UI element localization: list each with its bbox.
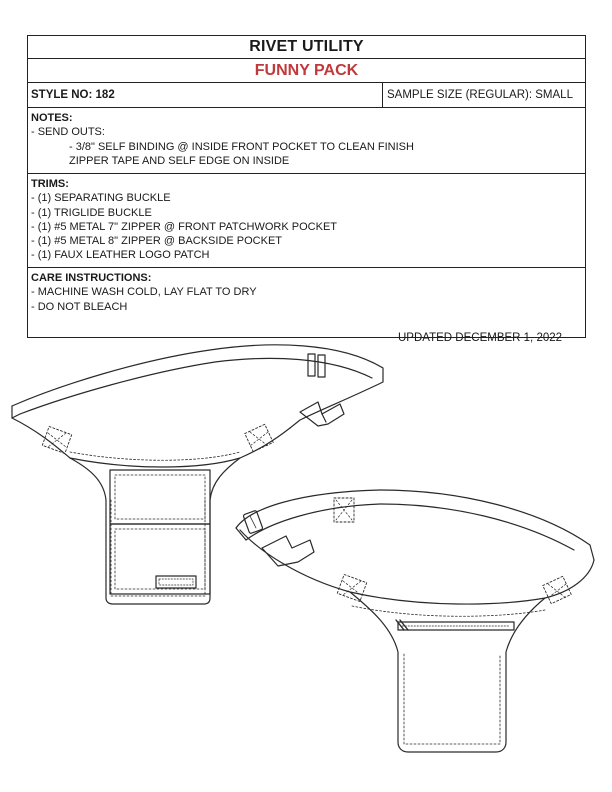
trim-item: - (1) SEPARATING BUCKLE xyxy=(31,192,171,205)
front-corner-patch-right xyxy=(245,424,273,451)
care-item: - MACHINE WASH COLD, LAY FLAT TO DRY xyxy=(31,286,257,299)
spec-sheet xyxy=(27,35,586,338)
notes-line: - 3/8" SELF BINDING @ INSIDE FRONT POCKET TO CLEAN FINISH xyxy=(69,140,414,153)
front-corner-x-right xyxy=(250,432,268,446)
front-body-stitch xyxy=(111,500,205,596)
front-pocket-flap xyxy=(110,470,210,524)
front-strap-slider xyxy=(318,355,325,377)
style-row xyxy=(28,83,585,108)
back-view-sketch xyxy=(236,490,594,752)
trims-section xyxy=(28,174,585,268)
front-lower-pocket xyxy=(110,524,210,594)
back-body-stitch xyxy=(404,654,500,744)
back-corner-patch-left xyxy=(337,574,366,601)
front-corner-x-left xyxy=(48,433,66,447)
notes-line: ZIPPER TAPE AND SELF EDGE ON INSIDE xyxy=(69,154,290,167)
front-pocket-flap-stitch xyxy=(115,475,205,519)
front-strap-slider xyxy=(308,354,315,376)
front-strap-outer xyxy=(12,345,383,428)
back-strap-inner xyxy=(246,504,574,550)
back-lower-band xyxy=(240,530,594,604)
notes-line: - SEND OUTS: xyxy=(31,126,105,139)
front-logo-patch-stitch xyxy=(159,579,193,585)
trim-item: - (1) TRIGLIDE BUCKLE xyxy=(31,206,152,219)
care-item: - DO NOT BLEACH xyxy=(31,300,128,313)
front-lower-pocket-stitch xyxy=(115,529,205,589)
back-band-stitch xyxy=(352,606,545,616)
back-triglide-bar xyxy=(250,516,256,528)
back-strap-patch-x xyxy=(336,500,352,520)
style-number: STYLE NO: 182 xyxy=(28,83,383,107)
trim-item: - (1) #5 METAL 7" ZIPPER @ FRONT PATCHWORK POCKET xyxy=(31,220,337,233)
front-band-stitch xyxy=(70,452,240,460)
care-section xyxy=(28,268,585,337)
brand-title: RIVET UTILITY xyxy=(28,36,585,59)
front-logo-patch xyxy=(156,576,196,588)
care-heading: CARE INSTRUCTIONS: xyxy=(31,272,152,284)
trims-heading: TRIMS: xyxy=(31,178,69,190)
technical-flat-drawing xyxy=(0,340,612,792)
front-buckle-detail xyxy=(322,414,326,422)
front-band xyxy=(12,418,290,467)
back-strap-outer xyxy=(236,490,594,560)
product-title: FUNNY PACK xyxy=(28,59,585,83)
front-strap-left-edge xyxy=(12,406,20,418)
sample-size: SAMPLE SIZE (REGULAR): SMALL xyxy=(387,89,573,101)
trim-item: - (1) #5 METAL 8" ZIPPER @ BACKSIDE POCKET xyxy=(31,235,283,248)
trim-item: - (1) FAUX LEATHER LOGO PATCH xyxy=(31,249,210,262)
front-view-sketch xyxy=(12,345,383,604)
back-buckle xyxy=(262,536,314,566)
notes-heading: NOTES: xyxy=(31,112,73,124)
front-body xyxy=(70,458,240,604)
updated-date: UPDATED DECEMBER 1, 2022 xyxy=(398,332,563,344)
notes-section xyxy=(28,108,585,174)
